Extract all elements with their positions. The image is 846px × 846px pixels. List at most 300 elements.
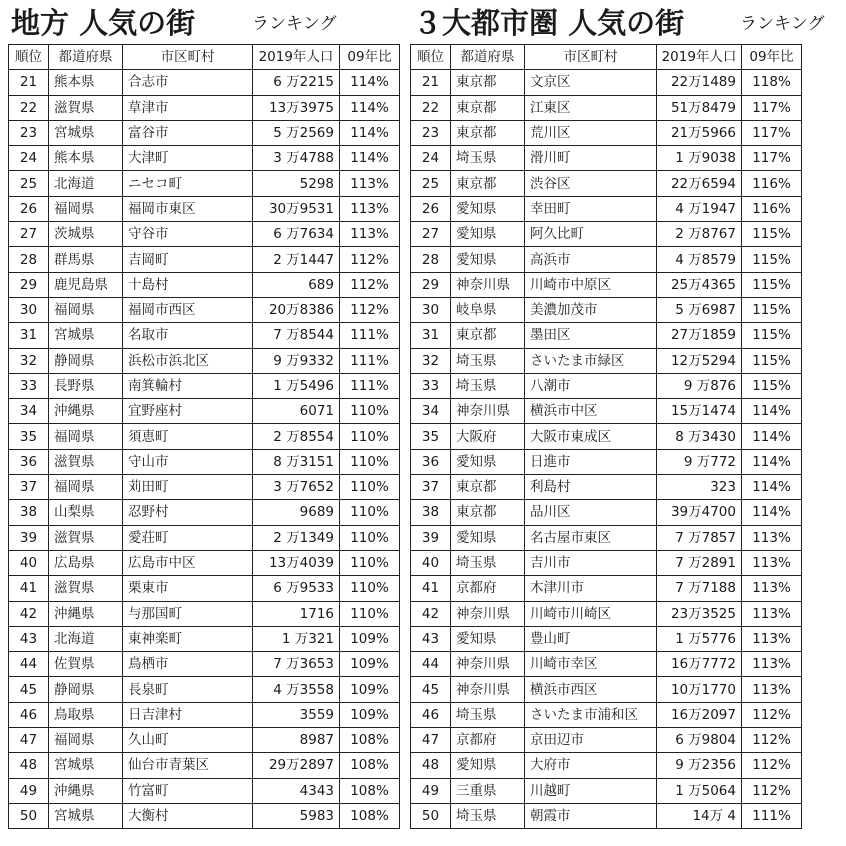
prefecture-cell: 三重県 [451,778,525,803]
population-cell: 1716 [253,601,340,626]
population-cell: 9 万772 [657,449,742,474]
ratio-cell: 110% [340,449,400,474]
prefecture-cell: 東京都 [451,120,525,145]
ratio-cell: 108% [340,803,400,828]
municipality-cell: 荒川区 [525,120,657,145]
prefecture-cell: 神奈川県 [451,272,525,297]
rank-cell: 34 [9,399,49,424]
table-row [9,677,400,702]
municipality-cell: 竹富町 [123,778,253,803]
prefecture-cell: 岐阜県 [451,297,525,322]
rank-cell: 30 [9,297,49,322]
ratio-cell: 109% [340,677,400,702]
prefecture-cell: 福岡県 [49,297,123,322]
rank-cell: 38 [9,500,49,525]
population-cell: 4 万3558 [253,677,340,702]
municipality-cell: 福岡市東区 [123,196,253,221]
ratio-cell: 113% [742,677,802,702]
population-cell: 7 万7857 [657,525,742,550]
rank-cell: 24 [9,146,49,171]
table-row [9,272,400,297]
prefecture-cell: 埼玉県 [451,373,525,398]
table-row [9,247,400,272]
table-row [411,348,802,373]
prefecture-cell: 茨城県 [49,222,123,247]
table-row [411,702,802,727]
population-cell: 4 万8579 [657,247,742,272]
municipality-cell: 品川区 [525,500,657,525]
municipality-cell: 美濃加茂市 [525,297,657,322]
table-row [411,626,802,651]
population-cell: 14万 4 [657,803,742,828]
municipality-cell: 富谷市 [123,120,253,145]
table-row [9,399,400,424]
municipality-cell: 苅田町 [123,475,253,500]
population-cell: 1 万5776 [657,626,742,651]
municipality-cell: 久山町 [123,728,253,753]
ratio-cell: 111% [340,373,400,398]
column-header-municipality: 市区町村 [123,45,253,70]
metro-ranking-subtitle: ランキング [740,14,825,34]
prefecture-cell: 東京都 [451,475,525,500]
ratio-cell: 113% [340,196,400,221]
ratio-cell: 112% [742,728,802,753]
population-cell: 6071 [253,399,340,424]
table-row [411,449,802,474]
municipality-cell: 川越町 [525,778,657,803]
population-cell: 2 万8554 [253,424,340,449]
population-cell: 13万3975 [253,95,340,120]
rank-cell: 42 [9,601,49,626]
population-cell: 1 万9038 [657,146,742,171]
population-cell: 3559 [253,702,340,727]
population-cell: 5 万2569 [253,120,340,145]
population-cell: 1 万5496 [253,373,340,398]
table-row [411,297,802,322]
table-body [411,70,802,829]
ratio-cell: 111% [742,803,802,828]
rank-cell: 30 [411,297,451,322]
rank-cell: 47 [411,728,451,753]
population-cell: 9689 [253,500,340,525]
prefecture-cell: 長野県 [49,373,123,398]
municipality-cell: 須恵町 [123,424,253,449]
table-row [411,652,802,677]
table-row [9,525,400,550]
population-cell: 16万2097 [657,702,742,727]
prefecture-cell: 群馬県 [49,247,123,272]
rank-cell: 46 [9,702,49,727]
population-cell: 20万8386 [253,297,340,322]
population-cell: 5 万6987 [657,297,742,322]
municipality-cell: 川崎市幸区 [525,652,657,677]
table-row [411,728,802,753]
ratio-cell: 114% [340,146,400,171]
population-cell: 15万1474 [657,399,742,424]
ratio-cell: 113% [742,576,802,601]
rank-cell: 31 [9,323,49,348]
population-cell: 10万1770 [657,677,742,702]
population-cell: 51万8479 [657,95,742,120]
prefecture-cell: 愛知県 [451,525,525,550]
table-row [9,373,400,398]
ratio-cell: 110% [340,500,400,525]
rank-cell: 26 [9,196,49,221]
prefecture-cell: 滋賀県 [49,525,123,550]
population-cell: 9 万9332 [253,348,340,373]
column-header-ratio: 09年比 [742,45,802,70]
table-row [411,222,802,247]
ratio-cell: 113% [340,222,400,247]
metro-ranking-table [410,44,802,829]
municipality-cell: 福岡市西区 [123,297,253,322]
population-cell: 2 万1349 [253,525,340,550]
rank-cell: 32 [411,348,451,373]
rank-cell: 32 [9,348,49,373]
header-row [411,45,802,70]
rank-cell: 35 [411,424,451,449]
rank-cell: 25 [411,171,451,196]
population-cell: 25万4365 [657,272,742,297]
ratio-cell: 114% [742,500,802,525]
population-cell: 2 万8767 [657,222,742,247]
municipality-cell: 日進市 [525,449,657,474]
prefecture-cell: 佐賀県 [49,652,123,677]
rank-cell: 50 [411,803,451,828]
rank-cell: 22 [411,95,451,120]
ratio-cell: 114% [340,70,400,95]
rank-cell: 24 [411,146,451,171]
population-cell: 3 万7652 [253,475,340,500]
rank-cell: 28 [411,247,451,272]
prefecture-cell: 愛知県 [451,449,525,474]
rank-cell: 36 [411,449,451,474]
population-cell: 6 万7634 [253,222,340,247]
table-row [9,222,400,247]
municipality-cell: 朝霞市 [525,803,657,828]
table-row [411,803,802,828]
ratio-cell: 113% [742,626,802,651]
population-cell: 2 万1447 [253,247,340,272]
ratio-cell: 114% [340,120,400,145]
ratio-cell: 110% [340,424,400,449]
rank-cell: 35 [9,424,49,449]
column-header-prefecture: 都道府県 [451,45,525,70]
municipality-cell: 川崎市川崎区 [525,601,657,626]
rank-cell: 37 [9,475,49,500]
population-cell: 22万1489 [657,70,742,95]
rank-cell: 27 [9,222,49,247]
rank-cell: 45 [411,677,451,702]
rank-cell: 29 [411,272,451,297]
table-row [9,70,400,95]
prefecture-cell: 愛知県 [451,247,525,272]
ratio-cell: 108% [340,778,400,803]
rank-cell: 28 [9,247,49,272]
prefecture-cell: 滋賀県 [49,576,123,601]
rank-cell: 38 [411,500,451,525]
population-cell: 9 万2356 [657,753,742,778]
prefecture-cell: 宮城県 [49,753,123,778]
prefecture-cell: 鳥取県 [49,702,123,727]
rank-cell: 47 [9,728,49,753]
column-header-rank: 順位 [411,45,451,70]
table-row [9,803,400,828]
table-row [411,753,802,778]
municipality-cell: 滑川町 [525,146,657,171]
municipality-cell: 文京区 [525,70,657,95]
population-cell: 5983 [253,803,340,828]
ratio-cell: 109% [340,626,400,651]
prefecture-cell: 埼玉県 [451,146,525,171]
rank-cell: 23 [411,120,451,145]
prefecture-cell: 滋賀県 [49,449,123,474]
municipality-cell: 八潮市 [525,373,657,398]
ratio-cell: 112% [742,702,802,727]
ratio-cell: 110% [340,576,400,601]
rank-cell: 40 [411,550,451,575]
ratio-cell: 110% [340,550,400,575]
prefecture-cell: 東京都 [451,70,525,95]
rank-cell: 45 [9,677,49,702]
prefecture-cell: 宮城県 [49,120,123,145]
table-row [411,475,802,500]
table-header [9,45,400,70]
prefecture-cell: 神奈川県 [451,399,525,424]
table-row [411,120,802,145]
table-row [411,778,802,803]
prefecture-cell: 福岡県 [49,196,123,221]
rank-cell: 42 [411,601,451,626]
ratio-cell: 112% [340,297,400,322]
prefecture-cell: 神奈川県 [451,677,525,702]
table-row [411,550,802,575]
rank-cell: 48 [9,753,49,778]
rank-cell: 33 [9,373,49,398]
table-row [9,652,400,677]
prefecture-cell: 北海道 [49,626,123,651]
ratio-cell: 109% [340,702,400,727]
ratio-cell: 115% [742,323,802,348]
ratio-cell: 116% [742,171,802,196]
municipality-cell: 大津町 [123,146,253,171]
prefecture-cell: 北海道 [49,171,123,196]
prefecture-cell: 静岡県 [49,348,123,373]
rank-cell: 26 [411,196,451,221]
ratio-cell: 111% [340,323,400,348]
population-cell: 4343 [253,778,340,803]
municipality-cell: さいたま市浦和区 [525,702,657,727]
municipality-cell: 仙台市青葉区 [123,753,253,778]
column-header-population: 2019年人口 [657,45,742,70]
rank-cell: 50 [9,803,49,828]
prefecture-cell: 鹿児島県 [49,272,123,297]
table-row [9,500,400,525]
ratio-cell: 114% [742,399,802,424]
municipality-cell: 阿久比町 [525,222,657,247]
table-row [411,677,802,702]
prefecture-cell: 神奈川県 [451,652,525,677]
prefecture-cell: 福岡県 [49,424,123,449]
prefecture-cell: 埼玉県 [451,550,525,575]
column-header-ratio: 09年比 [340,45,400,70]
population-cell: 5298 [253,171,340,196]
prefecture-cell: 沖縄県 [49,601,123,626]
population-cell: 4 万1947 [657,196,742,221]
municipality-cell: 南箕輪村 [123,373,253,398]
prefecture-cell: 京都府 [451,728,525,753]
prefecture-cell: 愛知県 [451,196,525,221]
table-row [9,449,400,474]
table-row [411,373,802,398]
table-row [9,753,400,778]
table-row [411,424,802,449]
rank-cell: 39 [411,525,451,550]
ratio-cell: 111% [340,348,400,373]
table-row [411,272,802,297]
ratio-cell: 110% [340,399,400,424]
table-row [9,550,400,575]
municipality-cell: 宜野座村 [123,399,253,424]
ratio-cell: 110% [340,601,400,626]
municipality-cell: 忍野村 [123,500,253,525]
population-cell: 6 万9804 [657,728,742,753]
ratio-cell: 108% [340,728,400,753]
population-cell: 323 [657,475,742,500]
table-row [9,626,400,651]
ratio-cell: 117% [742,146,802,171]
rank-cell: 21 [9,70,49,95]
rank-cell: 46 [411,702,451,727]
rank-cell: 40 [9,550,49,575]
prefecture-cell: 埼玉県 [451,348,525,373]
metro-ranking-header [410,0,825,44]
prefecture-cell: 熊本県 [49,70,123,95]
municipality-cell: 栗東市 [123,576,253,601]
regional-ranking-header [8,0,399,44]
ratio-cell: 113% [742,652,802,677]
municipality-cell: 名古屋市東区 [525,525,657,550]
column-header-population: 2019年人口 [253,45,340,70]
municipality-cell: 大衡村 [123,803,253,828]
rank-cell: 27 [411,222,451,247]
rank-cell: 43 [411,626,451,651]
table-row [9,424,400,449]
population-cell: 8987 [253,728,340,753]
rank-cell: 33 [411,373,451,398]
municipality-cell: さいたま市緑区 [525,348,657,373]
table-row [9,171,400,196]
table-body [9,70,400,829]
municipality-cell: 東神楽町 [123,626,253,651]
ratio-cell: 114% [340,95,400,120]
rank-cell: 22 [9,95,49,120]
ratio-cell: 114% [742,475,802,500]
table-row [411,601,802,626]
population-cell: 7 万7188 [657,576,742,601]
ratio-cell: 118% [742,70,802,95]
rank-cell: 41 [411,576,451,601]
ratio-cell: 110% [340,525,400,550]
rank-cell: 23 [9,120,49,145]
prefecture-cell: 京都府 [451,576,525,601]
population-cell: 23万3525 [657,601,742,626]
rank-cell: 44 [9,652,49,677]
prefecture-cell: 福岡県 [49,728,123,753]
prefecture-cell: 東京都 [451,171,525,196]
table-row [411,576,802,601]
ratio-cell: 114% [742,424,802,449]
table-row [9,475,400,500]
municipality-cell: 江東区 [525,95,657,120]
municipality-cell: 与那国町 [123,601,253,626]
rank-cell: 34 [411,399,451,424]
municipality-cell: 利島村 [525,475,657,500]
prefecture-cell: 愛知県 [451,222,525,247]
table-row [411,323,802,348]
table-row [411,196,802,221]
ratio-cell: 112% [742,778,802,803]
ratio-cell: 114% [742,449,802,474]
municipality-cell: 横浜市西区 [525,677,657,702]
table-row [9,601,400,626]
population-cell: 12万5294 [657,348,742,373]
municipality-cell: 豊山町 [525,626,657,651]
municipality-cell: 愛荘町 [123,525,253,550]
table-row [411,70,802,95]
ratio-cell: 113% [340,171,400,196]
ratio-cell: 112% [340,272,400,297]
rank-cell: 21 [411,70,451,95]
municipality-cell: 渋谷区 [525,171,657,196]
municipality-cell: 鳥栖市 [123,652,253,677]
regional-ranking-panel [8,0,399,829]
rank-cell: 49 [9,778,49,803]
ratio-cell: 115% [742,272,802,297]
municipality-cell: 名取市 [123,323,253,348]
ratio-cell: 117% [742,120,802,145]
table-row [9,778,400,803]
municipality-cell: 幸田町 [525,196,657,221]
column-header-rank: 順位 [9,45,49,70]
rank-cell: 36 [9,449,49,474]
ratio-cell: 116% [742,196,802,221]
regional-ranking-table [8,44,400,829]
municipality-cell: 吉川市 [525,550,657,575]
municipality-cell: 京田辺市 [525,728,657,753]
regional-ranking-subtitle: ランキング [252,14,337,34]
table-row [9,120,400,145]
ratio-cell: 112% [742,753,802,778]
municipality-cell: 守谷市 [123,222,253,247]
ratio-cell: 115% [742,247,802,272]
prefecture-cell: 宮城県 [49,803,123,828]
municipality-cell: 高浜市 [525,247,657,272]
municipality-cell: 合志市 [123,70,253,95]
prefecture-cell: 滋賀県 [49,95,123,120]
prefecture-cell: 埼玉県 [451,702,525,727]
population-cell: 30万9531 [253,196,340,221]
ratio-cell: 112% [340,247,400,272]
population-cell: 7 万3653 [253,652,340,677]
municipality-cell: 浜松市浜北区 [123,348,253,373]
table-row [9,196,400,221]
rank-cell: 25 [9,171,49,196]
population-cell: 1 万321 [253,626,340,651]
municipality-cell: 日吉津村 [123,702,253,727]
population-cell: 6 万9533 [253,576,340,601]
table-row [9,323,400,348]
